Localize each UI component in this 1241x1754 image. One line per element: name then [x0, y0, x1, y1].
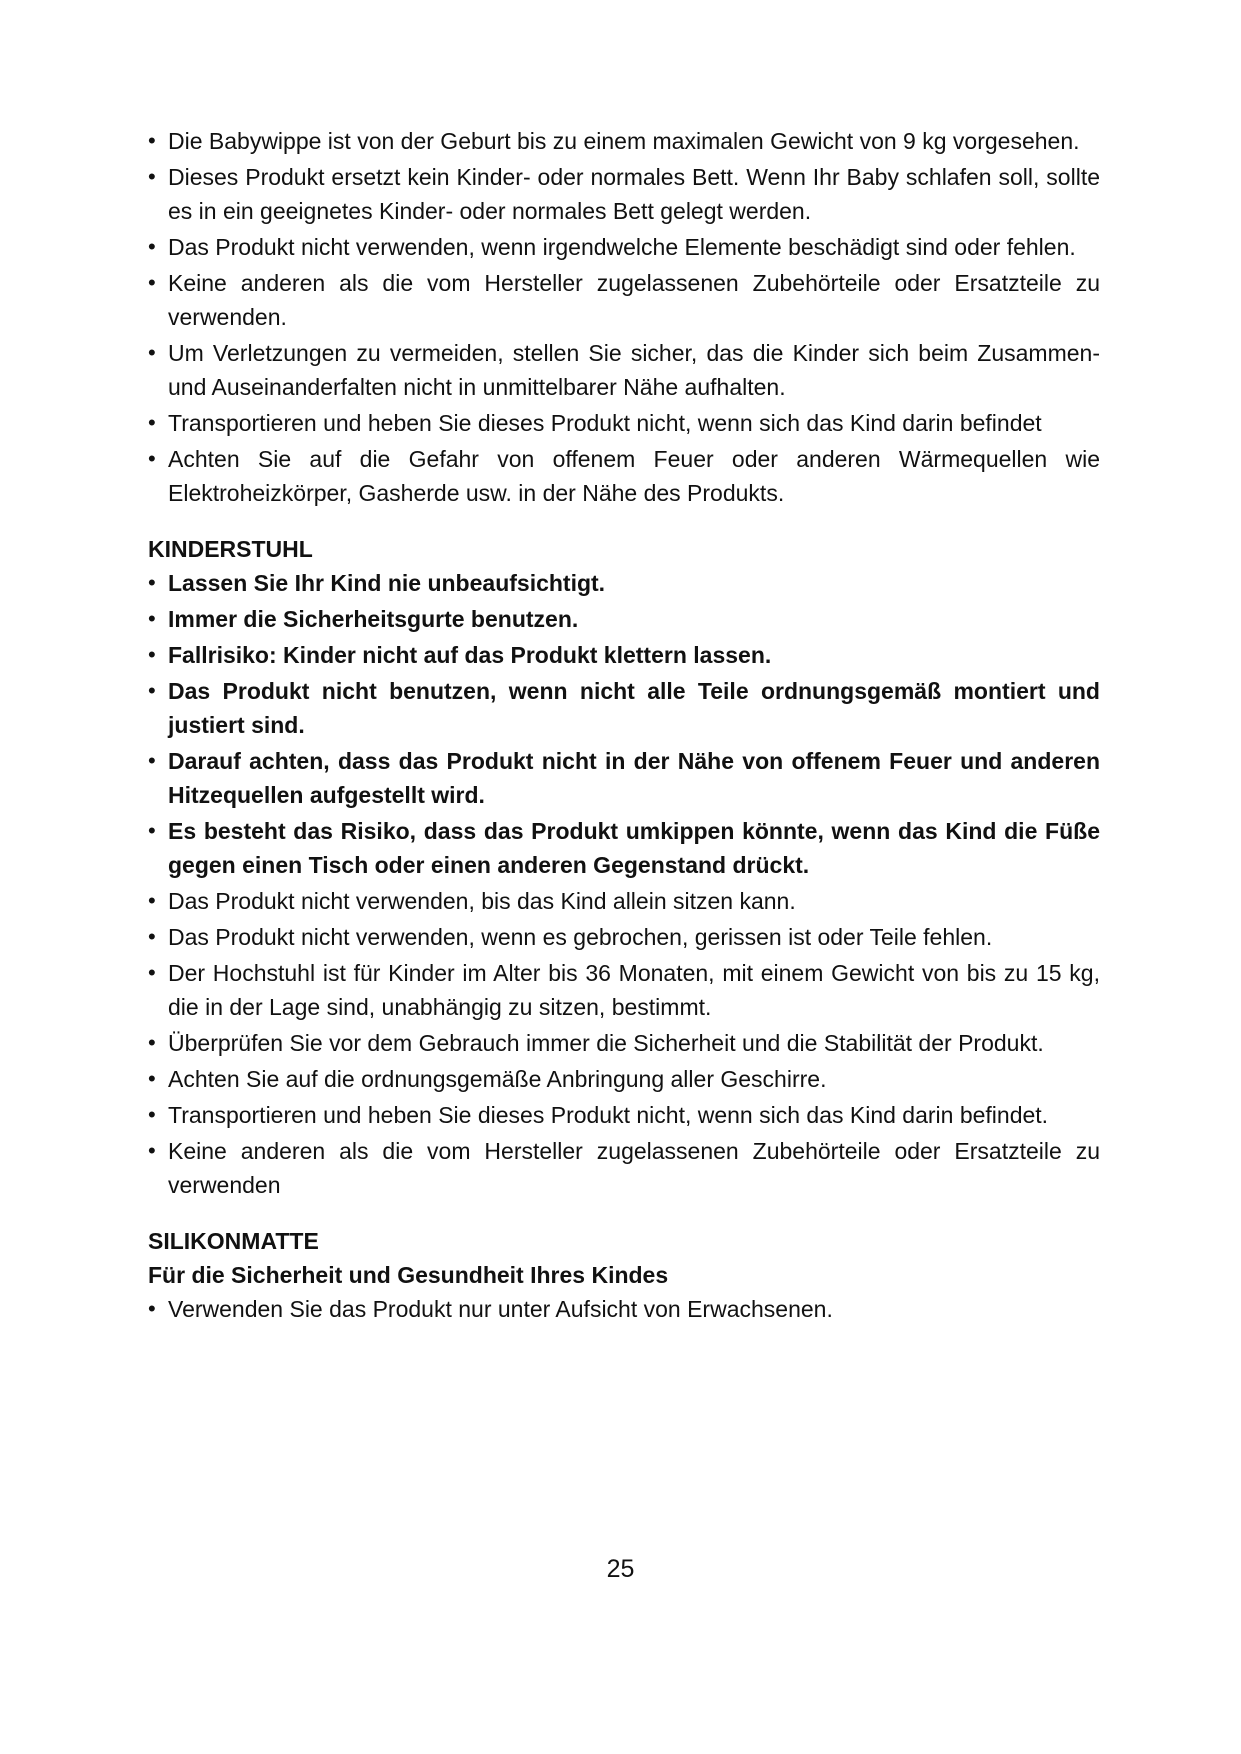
list-item — [148, 814, 1100, 882]
list-item-text: Um Verletzungen zu vermeiden, stellen Sie sicher, das die Kinder sich beim Zusammen- und Auseinanderfalten nicht in unmittelbarer Nähe aufhalten. — [168, 340, 1100, 400]
list-item — [148, 638, 1100, 672]
list-item-text: Das Produkt nicht verwenden, bis das Kind allein sitzen kann. — [168, 888, 796, 914]
bullet-icon: • — [148, 340, 156, 365]
section-heading-kinderstuhl: KINDERSTUHL — [148, 536, 313, 562]
list-item-text: Darauf achten, dass das Produkt nicht in der Nähe von offenem Feuer und anderen Hitzequellen aufgestellt wird. — [168, 748, 1100, 808]
list-item-text: Keine anderen als die vom Hersteller zugelassenen Zubehörteile oder Ersatzteile zu verwenden — [168, 1138, 1100, 1198]
bullet-icon: • — [148, 748, 156, 773]
list-item — [148, 124, 1100, 158]
list-item — [148, 266, 1100, 334]
list-item-text: Transportieren und heben Sie dieses Produkt nicht, wenn sich das Kind darin befindet — [168, 410, 1042, 436]
list-item — [148, 1098, 1100, 1132]
list-item-text: Überprüfen Sie vor dem Gebrauch immer die Sicherheit und die Stabilität der Produkt. — [168, 1030, 1044, 1056]
list-item — [148, 160, 1100, 228]
list-item-text: Der Hochstuhl ist für Kinder im Alter bis 36 Monaten, mit einem Gewicht von bis zu 15 kg, die in der Lage sind, unabhängig zu sitzen, bestimmt. — [168, 960, 1100, 1020]
list-item-text: Immer die Sicherheitsgurte benutzen. — [168, 606, 579, 632]
bullet-icon: • — [148, 678, 156, 703]
list-item — [148, 442, 1100, 510]
bullet-icon: • — [148, 446, 156, 471]
bullet-icon: • — [148, 570, 156, 595]
bullet-icon: • — [148, 1102, 156, 1127]
list-item — [148, 956, 1100, 1024]
bullet-icon: • — [148, 642, 156, 667]
list-item-text: Transportieren und heben Sie dieses Produkt nicht, wenn sich das Kind darin befindet. — [168, 1102, 1049, 1128]
list-item-text: Achten Sie auf die ordnungsgemäße Anbringung aller Geschirre. — [168, 1066, 827, 1092]
document-page — [148, 124, 1100, 1328]
list-item — [148, 1292, 1100, 1326]
list-item-text: Die Babywippe ist von der Geburt bis zu einem maximalen Gewicht von 9 kg vorgesehen. — [168, 128, 1080, 154]
bullet-icon: • — [148, 1066, 156, 1091]
list-item — [148, 884, 1100, 918]
list-item — [148, 920, 1100, 954]
section-subheading: Für die Sicherheit und Gesundheit Ihres Kindes — [148, 1262, 669, 1288]
bullet-icon: • — [148, 1296, 156, 1321]
list-item-text: Fallrisiko: Kinder nicht auf das Produkt klettern lassen. — [168, 642, 772, 668]
list-item — [148, 602, 1100, 636]
section-heading-silikonmatte: SILIKONMATTE — [148, 1228, 319, 1254]
bullet-icon: • — [148, 410, 156, 435]
section-babywippe-list — [148, 124, 1100, 510]
list-item-text: Dieses Produkt ersetzt kein Kinder- oder normales Bett. Wenn Ihr Baby schlafen soll, sollte es in ein geeignetes Kinder- oder normales Bett gelegt werden. — [168, 164, 1100, 224]
list-item-text: Achten Sie auf die Gefahr von offenem Feuer oder anderen Wärmequellen wie Elektroheizkörper, Gasherde usw. in der Nähe des Produkts. — [168, 446, 1100, 506]
bullet-icon: • — [148, 606, 156, 631]
bullet-icon: • — [148, 128, 156, 153]
list-item — [148, 566, 1100, 600]
bullet-icon: • — [148, 1138, 156, 1163]
bullet-icon: • — [148, 164, 156, 189]
list-item-text: Keine anderen als die vom Hersteller zugelassenen Zubehörteile oder Ersatzteile zu verwenden. — [168, 270, 1100, 330]
section-kinderstuhl-list — [148, 566, 1100, 1202]
list-item — [148, 1062, 1100, 1096]
list-item-text: Verwenden Sie das Produkt nur unter Aufsicht von Erwachsenen. — [168, 1296, 833, 1322]
page-number: 25 — [606, 1555, 635, 1583]
bullet-icon: • — [148, 1030, 156, 1055]
bullet-icon: • — [148, 234, 156, 259]
bullet-icon: • — [148, 888, 156, 913]
list-item-text: Das Produkt nicht verwenden, wenn es gebrochen, gerissen ist oder Teile fehlen. — [168, 924, 993, 950]
list-item — [148, 336, 1100, 404]
list-item — [148, 744, 1100, 812]
bullet-icon: • — [148, 818, 156, 843]
bullet-icon: • — [148, 270, 156, 295]
list-item — [148, 1026, 1100, 1060]
list-item — [148, 1134, 1100, 1202]
section-silikonmatte-list — [148, 1292, 1100, 1326]
list-item-text: Es besteht das Risiko, dass das Produkt umkippen könnte, wenn das Kind die Füße gegen einen Tisch oder einen anderen Gegenstand drückt. — [168, 818, 1100, 878]
list-item — [148, 230, 1100, 264]
list-item-text: Das Produkt nicht verwenden, wenn irgendwelche Elemente beschädigt sind oder fehlen. — [168, 234, 1076, 260]
list-item-text: Lassen Sie Ihr Kind nie unbeaufsichtigt. — [168, 570, 606, 596]
bullet-icon: • — [148, 960, 156, 985]
list-item — [148, 406, 1100, 440]
bullet-icon: • — [148, 924, 156, 949]
list-item — [148, 674, 1100, 742]
list-item-text: Das Produkt nicht benutzen, wenn nicht alle Teile ordnungsgemäß montiert und justiert sind. — [168, 678, 1100, 738]
